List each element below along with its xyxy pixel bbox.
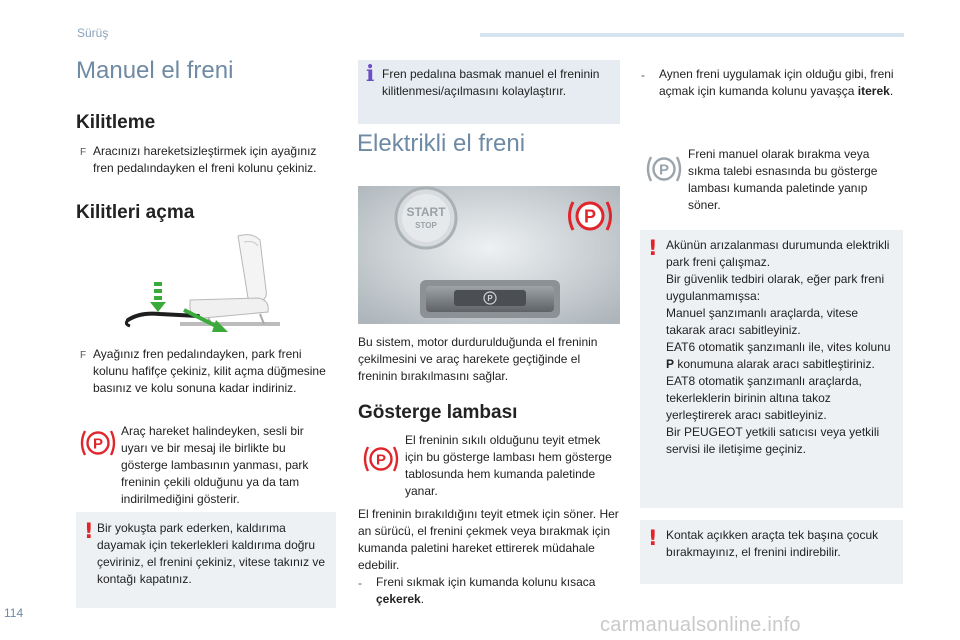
watermark: carmanualsonline.info [600,614,801,636]
seat-pedal-illustration [120,228,290,338]
fault-line [666,339,898,373]
electric-brake-photo [358,186,620,324]
fault-line: Bir PEUGEOT yetkili satıcısı veya yetkili servisi ile iletişime geçiniz. [666,425,880,456]
electric-intro: Bu sistem, motor durdurulduğunda el freninin çekilmesini ve araç harekete geçtiğinde el freninin bırakılmasını sağlar. [358,335,598,383]
stop-label: STOP [415,221,437,230]
item1-bold: çekerek [376,592,421,606]
start-label: START [406,205,446,219]
indicator-list-item [358,574,620,608]
dash-marker: - [358,576,362,590]
indicator-heading: Gösterge lambası [358,402,518,423]
parking-brake-red-lamp-icon [78,428,118,463]
release-bold: iterek [857,84,890,98]
locking-heading: Kilitleme [76,112,156,133]
grey-lamp-text: Freni manuel olarak bırakma veya sıkma talebi esnasında bu gösterge lambası kumanda paletinde yanıp söner. [688,147,878,212]
locking-text: Aracınızı hareketsizleştirmek için ayağınız fren pedalındayken el freni kolunu çekiniz. [93,144,317,175]
lamp-note-text: Araç hareket halindeyken, sesli bir uyarı ve bir mesaj ile birlikte bu gösterge lambasının yanması, park freninin çekili olduğunu ya da tam indirilmediğini gösterir. [121,424,309,506]
gear-p-bold: P [666,357,675,371]
unlocking-heading: Kilitleri açma [76,202,195,223]
section-label: Sürüş [77,26,109,40]
bullet-marker: F [80,350,87,361]
info-text: Fren pedalına basmak manuel el freninin kilitlenmesi/açılmasını kolaylaştırır. [382,67,600,98]
fault-line-part: konumuna alarak aracı sabitleştiriniz. [674,357,875,371]
release-text: Aynen freni uygulamak için olduğu gibi, freni açmak için kumanda kolunu yavaşça [659,67,894,98]
unlocking-step [80,346,330,397]
item1-text: Freni sıkmak için kumanda kolunu kısaca [376,575,596,589]
page-title: Manuel el freni [76,57,234,84]
fault-warning-text [666,237,898,458]
page-number: 114 [4,606,24,620]
item1-end: . [420,592,425,606]
photo-badge-letter: P [583,206,597,227]
fault-line: Bir güvenlik tedbiri olarak, eğer park freni uygulanmamışsa: [666,272,885,303]
release-list-item [641,66,903,100]
warning-exclamation-icon: ! [648,236,658,260]
switch-letter: P [487,294,493,303]
warning-exclamation-icon: ! [84,519,94,543]
fault-line: Manuel şanzımanlı araçlarda, vitese takarak aracı sabitleyiniz. [666,306,859,337]
lamp-letter: P [658,161,670,179]
unlocking-text: Ayağınız fren pedalındayken, park freni kolunu hafifçe çekiniz, kilit açma düğmesine basınız ve kolu sonuna kadar indiriniz. [93,347,326,395]
lamp-letter: P [375,451,387,469]
child-warning-text: Kontak açıkken araçta tek başına çocuk bırakmayınız, el frenini indirebilir. [666,528,879,559]
bullet-marker: F [80,147,87,158]
flashing-grey-lamp-icon [644,154,684,189]
lamp-letter: P [92,435,104,453]
electric-title: Elektrikli el freni [357,130,526,157]
locking-step [80,143,330,177]
warning-exclamation-icon: ! [648,526,658,550]
dash-marker: - [641,68,645,82]
indicator-red-lamp-icon [361,444,401,479]
indicator-text: El freninin sıkılı olduğunu teyit etmek için bu gösterge lambası hem gösterge tablosunda hem kumanda paletinde yanar. [405,433,612,498]
info-icon: i [366,61,375,87]
slope-warning-text: Bir yokuşta park ederken, kaldırıma dayamak için tekerlekleri kaldırıma doğru çeviriniz, el frenini çekiniz, vitese takınız ve kontağı kapatınız. [97,521,326,586]
fault-line: EAT8 otomatik şanzımanlı araçlarda, tekerleklerin birinin altına takoz yerleştirerek aracı sabitleyiniz. [666,374,862,422]
release-end: . [889,84,894,98]
fault-line-part: EAT6 otomatik şanzımanlı ile, vites kolunu [666,340,891,354]
indicator-para: El freninin bırakıldığını teyit etmek için söner. Her an sürücü, el frenini çekmek veya bırakmak için kumanda paletini hareket ettirerek müdahale edebilir. [358,507,619,572]
header-bar [480,33,904,37]
fault-line: Akünün arızalanması durumunda elektrikli park freni çalışmaz. [666,238,890,269]
